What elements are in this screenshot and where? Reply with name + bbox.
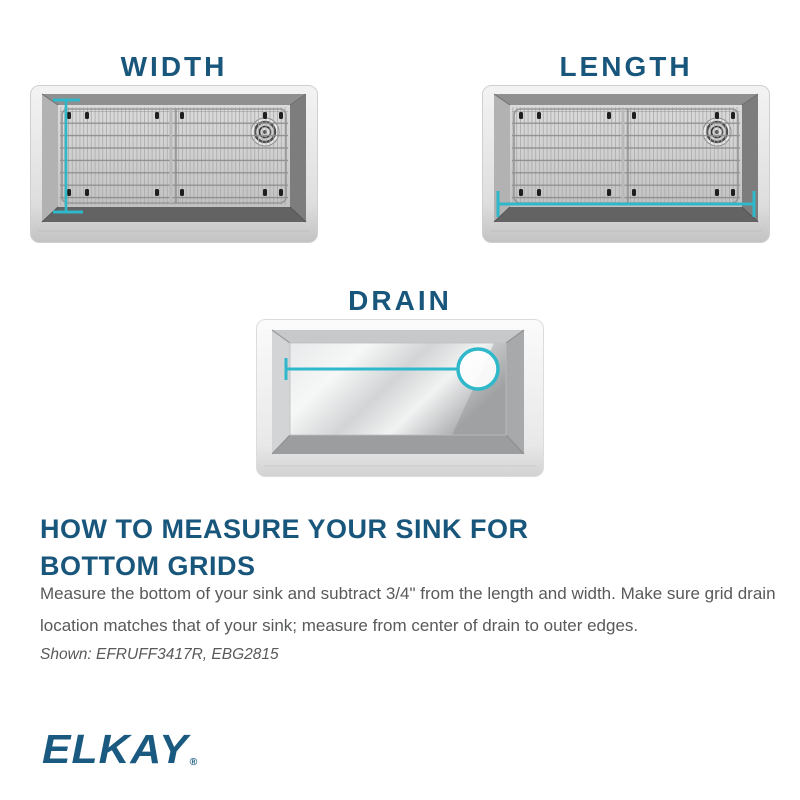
instructions-text: Measure the bottom of your sink and subtract 3/4" from the length and width. Make sure grid drain location matches that of your sink; measure from center of drain to outer edges. bbox=[40, 584, 776, 635]
shown-models-note: Shown: EFRUFF3417R, EBG2815 bbox=[40, 646, 279, 663]
length-sink-illustration bbox=[482, 85, 770, 243]
length-label: LENGTH bbox=[559, 51, 693, 82]
length-figure bbox=[482, 50, 770, 243]
drain-figure bbox=[256, 284, 544, 477]
width-sink-illustration bbox=[30, 85, 318, 243]
registered-trademark-icon: ® bbox=[189, 757, 198, 768]
drain-sink-illustration bbox=[256, 319, 544, 477]
width-figure bbox=[30, 50, 318, 243]
page-title: HOW TO MEASURE YOUR SINK FOR BOTTOM GRIDS bbox=[40, 514, 529, 581]
drain-label: DRAIN bbox=[348, 285, 452, 316]
elkay-logo bbox=[42, 726, 197, 773]
elkay-logo-text: ELKAY bbox=[42, 726, 189, 772]
drain-circle-highlight bbox=[458, 349, 498, 389]
width-label: WIDTH bbox=[120, 51, 228, 82]
